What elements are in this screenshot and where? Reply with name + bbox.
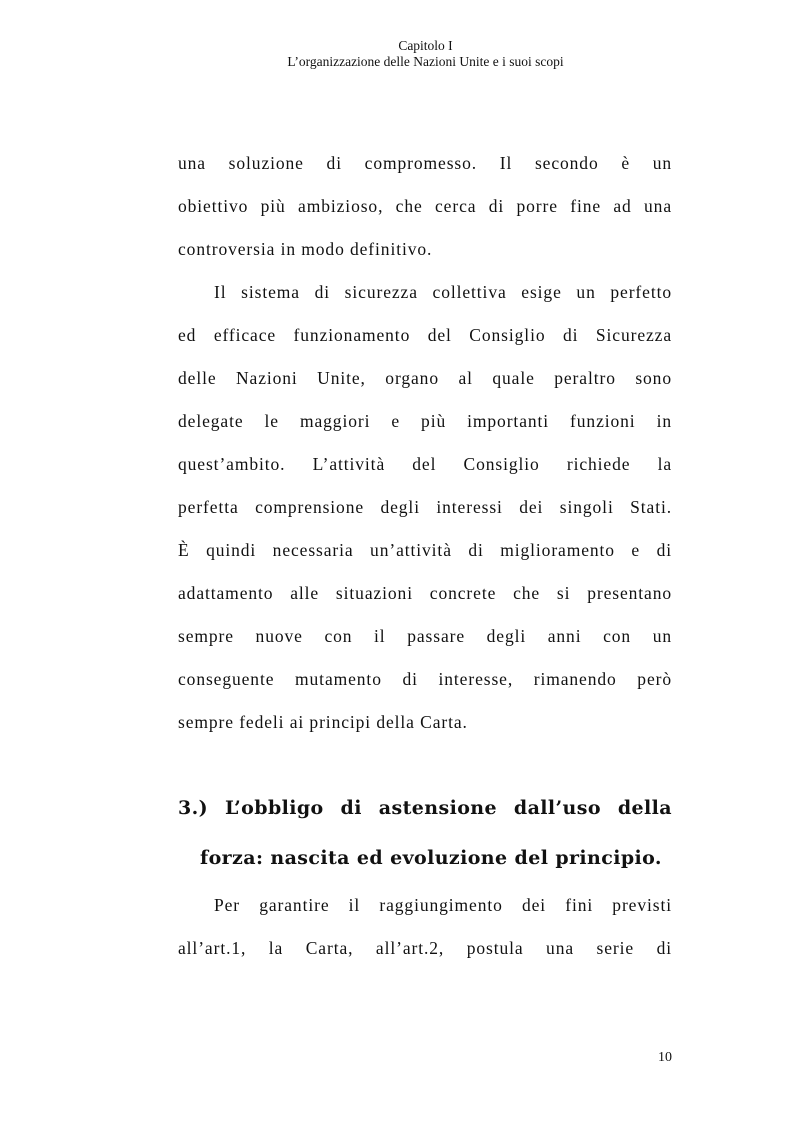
text-line: Per garantire il raggiungimento dei fini previsti xyxy=(214,895,672,915)
text-line: obiettivo più ambizioso, che cerca di porre fine ad una xyxy=(178,196,672,216)
text-line: Il sistema di sicurezza collettiva esige un perfetto xyxy=(214,282,672,302)
page-number: 10 xyxy=(658,1050,672,1065)
section-heading-line-2: forza: nascita ed evoluzione del principio. xyxy=(200,847,662,869)
running-header xyxy=(0,38,793,70)
text-line: perfetta comprensione degli interessi dei singoli Stati. xyxy=(178,497,672,517)
text-line: delegate le maggiori e più importanti funzioni in xyxy=(178,411,672,431)
text-line: ed efficace funzionamento del Consiglio di Sicurezza xyxy=(178,325,672,345)
text-line: quest’ambito. L’attività del Consiglio richiede la xyxy=(178,454,672,474)
paragraph-1 xyxy=(178,142,672,271)
text-line: all’art.1, la Carta, all’art.2, postula una serie di xyxy=(178,938,672,958)
chapter-label: Capitolo I xyxy=(398,38,453,53)
text-line: adattamento alle situazioni concrete che si presentano xyxy=(178,583,672,603)
chapter-subtitle: L’organizzazione delle Nazioni Unite e i suoi scopi xyxy=(287,54,564,69)
section-heading-line-1: 3.) L’obbligo di astensione dall’uso della xyxy=(178,797,672,819)
text-line: delle Nazioni Unite, organo al quale peraltro sono xyxy=(178,368,672,388)
paragraph-2 xyxy=(178,271,672,744)
text-line: sempre nuove con il passare degli anni con un xyxy=(178,626,672,646)
text-line: una soluzione di compromesso. Il secondo è un xyxy=(178,153,672,173)
text-line: conseguente mutamento di interesse, rimanendo però xyxy=(178,669,672,689)
section-heading xyxy=(178,783,672,883)
text-line: controversia in modo definitivo. xyxy=(178,239,433,259)
paragraph-3 xyxy=(178,884,672,970)
text-line: sempre fedeli ai principi della Carta. xyxy=(178,712,468,732)
text-line: È quindi necessaria un’attività di miglioramento e di xyxy=(178,540,672,560)
